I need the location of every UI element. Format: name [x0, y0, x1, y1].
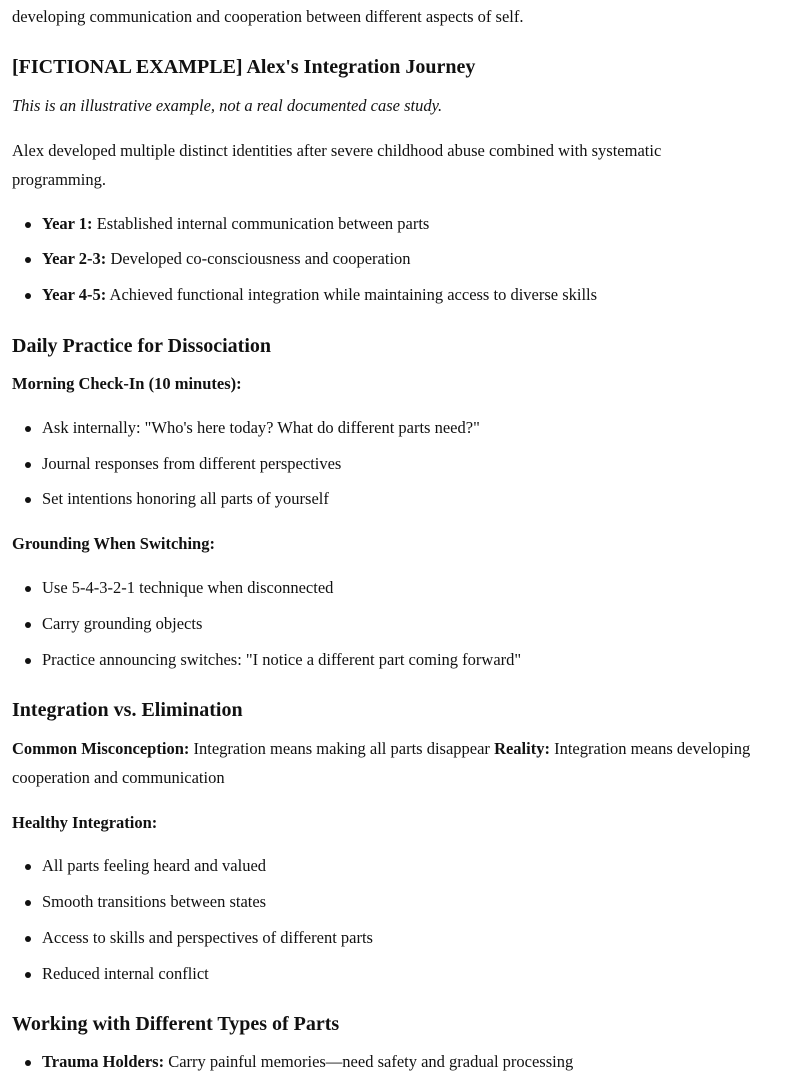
integration-heading: Integration vs. Elimination [12, 699, 243, 721]
continuation-paragraph: developing communication and cooperation between different aspects of self. [12, 7, 524, 26]
case-study-intro: Alex developed multiple distinct identities after severe childhood abuse combined with systematic [12, 141, 662, 160]
list-item: Reduced internal conflict [42, 962, 209, 986]
morning-checkin-heading: Morning Check-In (10 minutes): [12, 374, 242, 393]
list-item [42, 1050, 573, 1074]
case-study-intro-cont: programming. [12, 170, 106, 189]
list-item: Use 5-4-3-2-1 technique when disconnected [42, 576, 333, 600]
daily-practice-heading: Daily Practice for Dissociation [12, 335, 272, 357]
list-item: Journal responses from different perspectives [42, 452, 341, 476]
list-item: Access to skills and perspectives of different parts [42, 926, 373, 950]
list-item: Smooth transitions between states [42, 890, 266, 914]
part-type-text: Carry painful memories—need safety and gradual processing [164, 1052, 574, 1071]
list-item: Carry grounding objects [42, 612, 202, 636]
misconception-paragraph-cont: cooperation and communication [12, 768, 225, 787]
reality-label: Reality: [494, 739, 550, 758]
parts-types-heading: Working with Different Types of Parts [12, 1013, 340, 1035]
milestone-item [42, 283, 597, 307]
case-study-disclaimer: This is an illustrative example, not a real documented case study. [12, 96, 443, 115]
part-type-label: Trauma Holders: [42, 1052, 165, 1071]
milestone-text: Achieved functional integration while maintaining access to diverse skills [106, 285, 598, 304]
milestone-text: Developed co-consciousness and cooperation [106, 249, 411, 268]
milestone-item [42, 247, 411, 271]
milestone-text: Established internal communication between parts [92, 214, 430, 233]
list-item: Ask internally: "Who's here today? What do different parts need?" [42, 416, 480, 440]
milestone-item [42, 212, 429, 236]
misconception-label: Common Misconception: [12, 739, 190, 758]
grounding-heading: Grounding When Switching: [12, 534, 215, 553]
list-item: Set intentions honoring all parts of yourself [42, 487, 329, 511]
reality-text: Integration means developing [549, 739, 751, 758]
milestone-label: Year 1: [42, 214, 93, 233]
case-study-heading: [FICTIONAL EXAMPLE] Alex's Integration Journey [12, 56, 476, 78]
healthy-integration-heading: Healthy Integration: [12, 813, 158, 832]
misconception-paragraph [12, 735, 750, 763]
list-item: All parts feeling heard and valued [42, 854, 266, 878]
milestone-label: Year 2-3: [42, 249, 107, 268]
list-item: Practice announcing switches: "I notice a different part coming forward" [42, 648, 521, 672]
milestone-label: Year 4-5: [42, 285, 107, 304]
misconception-text: Integration means making all parts disappear [189, 739, 495, 758]
